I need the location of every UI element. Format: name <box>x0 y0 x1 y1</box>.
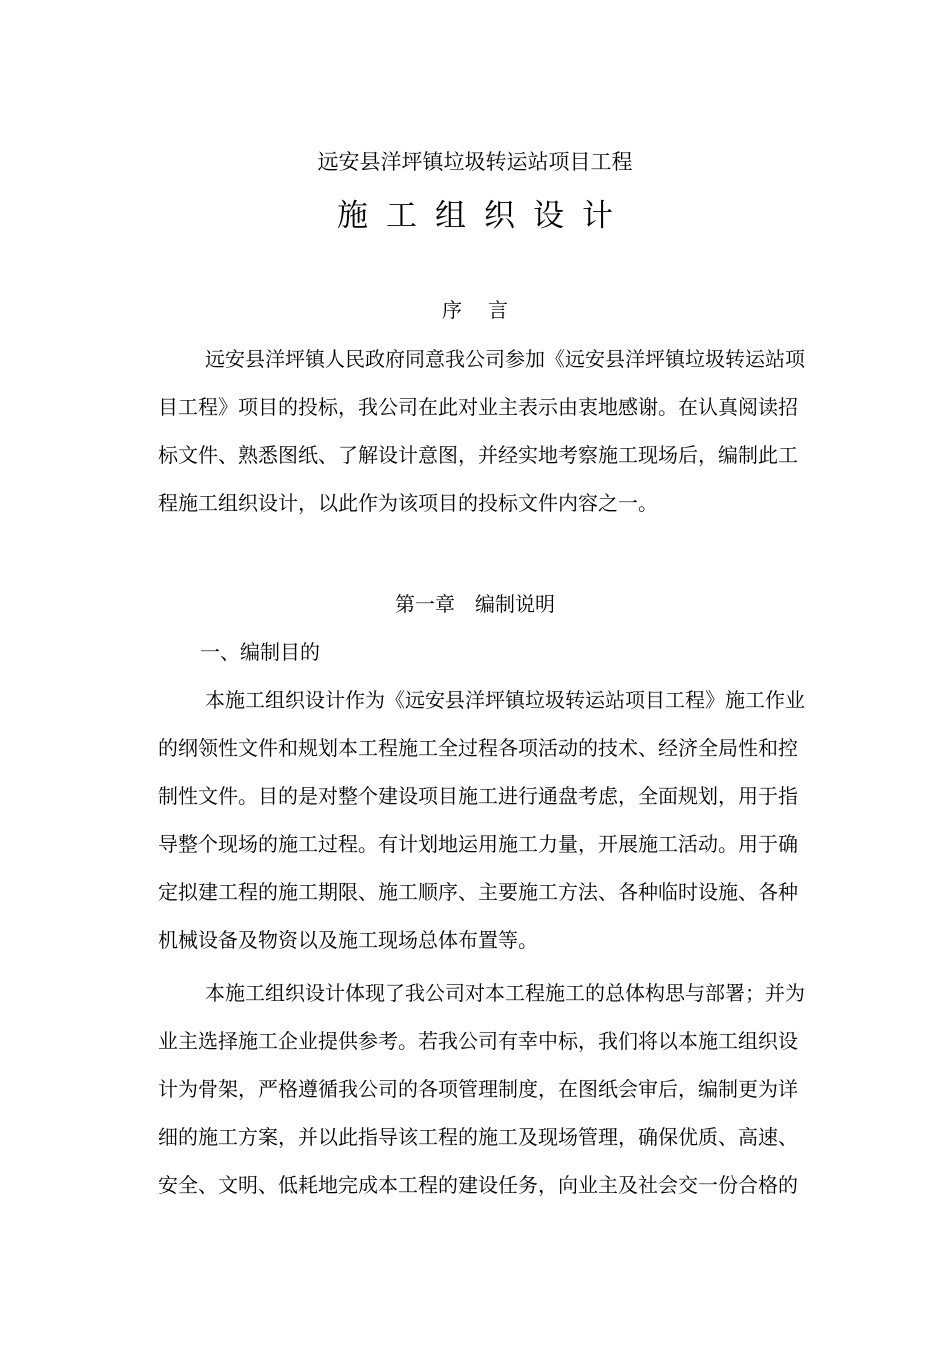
document-subtitle: 远安县洋坪镇垃圾转运站项目工程 <box>317 150 633 174</box>
paragraph-line: 机械设备及物资以及施工现场总体布置等。 <box>158 928 538 952</box>
preface-heading: 序言 <box>442 298 534 322</box>
section-heading: 一、编制目的 <box>200 640 320 664</box>
paragraph-line: 安全、文明、低耗地完成本工程的建设任务，向业主及社会交一份合格的 <box>158 1173 798 1197</box>
chapter-heading: 第一章 编制说明 <box>395 592 555 616</box>
paragraph-line: 制性文件。目的是对整个建设项目施工进行通盘考虑，全面规划，用于指 <box>158 784 798 808</box>
paragraph-line: 本施工组织设计体现了我公司对本工程施工的总体构思与部署；并为 <box>205 981 805 1005</box>
paragraph-line: 本施工组织设计作为《远安县洋坪镇垃圾转运站项目工程》施工作业 <box>205 688 805 712</box>
preface-line: 目工程》项目的投标，我公司在此对业主表示由衷地感谢。在认真阅读招 <box>158 395 798 419</box>
paragraph-line: 的纲领性文件和规划本工程施工全过程各项活动的技术、经济全局性和控 <box>158 736 798 760</box>
paragraph-line: 细的施工方案，并以此指导该工程的施工及现场管理，确保优质、高速、 <box>158 1125 798 1149</box>
paragraph-line: 业主选择施工企业提供参考。若我公司有幸中标，我们将以本施工组织设 <box>158 1029 798 1053</box>
paragraph-line: 导整个现场的施工过程。有计划地运用施工力量，开展施工活动。用于确 <box>158 832 798 856</box>
preface-line: 程施工组织设计，以此作为该项目的投标文件内容之一。 <box>158 491 658 515</box>
preface-line: 远安县洋坪镇人民政府同意我公司参加《远安县洋坪镇垃圾转运站项 <box>205 347 805 371</box>
preface-line: 标文件、熟悉图纸、了解设计意图，并经实地考察施工现场后，编制此工 <box>158 443 798 467</box>
paragraph-line: 定拟建工程的施工期限、施工顺序、主要施工方法、各种临时设施、各种 <box>158 880 798 904</box>
document-title: 施工组织设计 <box>337 198 631 234</box>
paragraph-line: 计为骨架，严格遵循我公司的各项管理制度，在图纸会审后，编制更为详 <box>158 1077 798 1101</box>
